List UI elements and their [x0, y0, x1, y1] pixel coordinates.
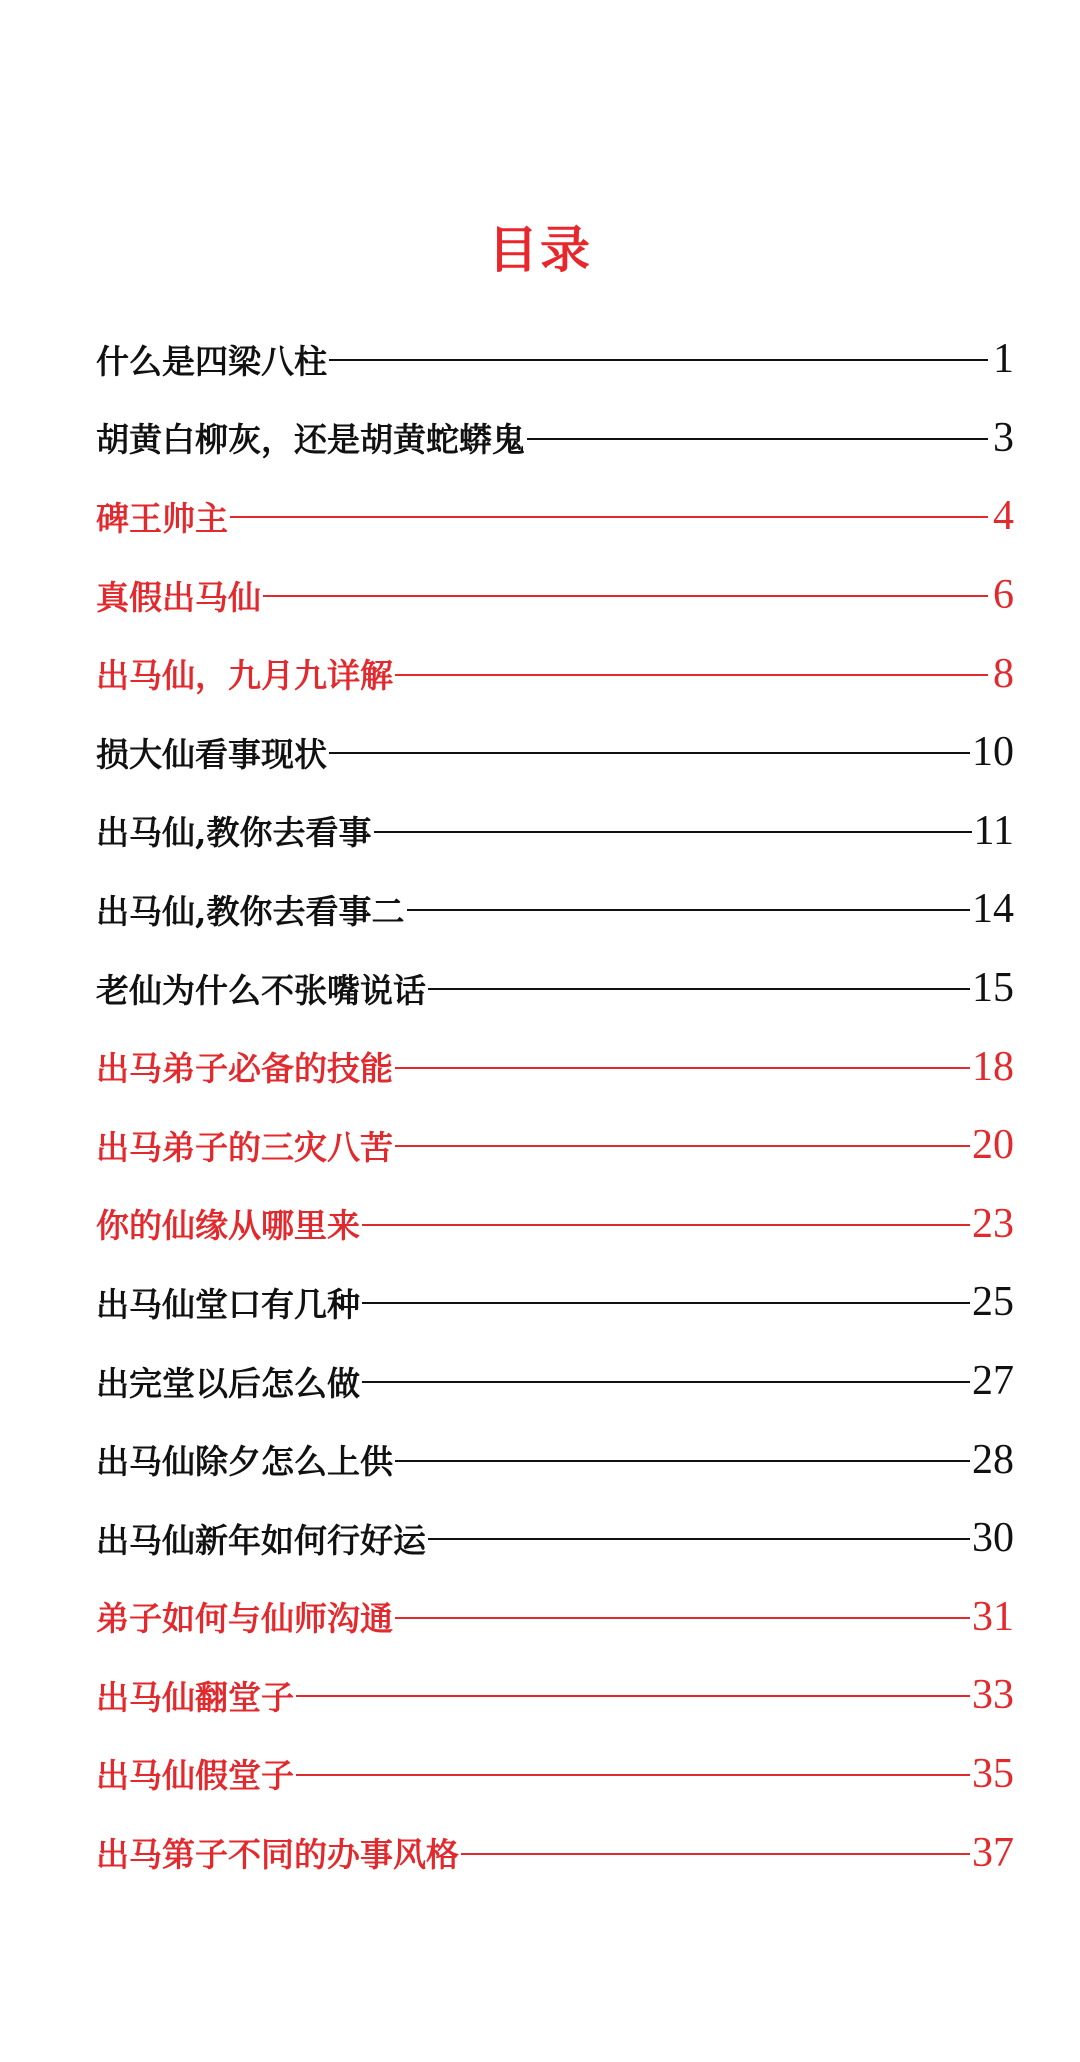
toc-entry-label: 出马仙，九月九详解	[96, 656, 393, 696]
toc-entry	[96, 713, 1014, 792]
toc-entry-page-number: 25	[972, 1279, 1014, 1326]
toc-entry-page-number: 6	[993, 572, 1014, 619]
toc-entry	[96, 1656, 1014, 1735]
toc-entry-page-number: 10	[972, 729, 1014, 776]
toc-entry-label: 老仙为什么不张嘴说话	[96, 970, 426, 1010]
toc-entry-label: 出马仙除夕怎么上供	[96, 1442, 393, 1482]
toc-entry-page-number: 18	[972, 1043, 1014, 1090]
toc-leader-line	[230, 516, 988, 518]
toc-entry-page-number: 3	[993, 414, 1014, 461]
toc-entry-page-number: 8	[993, 650, 1014, 697]
toc-leader-line	[461, 1853, 970, 1855]
toc-entry-page-number: 23	[972, 1200, 1014, 1247]
toc-list	[96, 320, 1014, 1892]
toc-entry	[96, 1499, 1014, 1578]
toc-entry-label: 弟子如何与仙师沟通	[96, 1599, 393, 1639]
toc-entry-label: 出马仙,教你去看事	[96, 813, 372, 853]
toc-leader-line	[395, 1617, 970, 1619]
toc-entry-label: 出马仙假堂子	[96, 1756, 294, 1796]
toc-entry	[96, 556, 1014, 635]
toc-leader-line	[395, 674, 988, 676]
toc-entry	[96, 1027, 1014, 1106]
toc-leader-line	[395, 1145, 970, 1147]
toc-entry	[96, 870, 1014, 949]
toc-leader-line	[329, 359, 988, 361]
toc-leader-line	[263, 595, 988, 597]
toc-entry	[96, 1185, 1014, 1264]
toc-leader-line	[395, 1067, 970, 1069]
toc-entry-page-number: 35	[972, 1750, 1014, 1797]
toc-entry-page-number: 28	[972, 1436, 1014, 1483]
toc-entry-page-number: 27	[972, 1358, 1014, 1405]
toc-entry	[96, 1342, 1014, 1421]
toc-entry-page-number: 14	[972, 886, 1014, 933]
toc-title: 目录	[488, 220, 592, 279]
toc-entry-label: 损大仙看事现状	[96, 734, 327, 774]
toc-entry-label: 出马仙,教你去看事二	[96, 891, 405, 931]
toc-entry	[96, 792, 1014, 871]
toc-entry-page-number: 15	[972, 965, 1014, 1012]
toc-leader-line	[296, 1695, 970, 1697]
toc-entry-label: 真假出马仙	[96, 577, 261, 617]
toc-entry-label: 出马弟子的三灾八苦	[96, 1127, 393, 1167]
toc-entry	[96, 477, 1014, 556]
toc-entry-page-number: 30	[972, 1515, 1014, 1562]
toc-entry-page-number: 33	[972, 1672, 1014, 1719]
toc-leader-line	[296, 1774, 970, 1776]
toc-entry	[96, 399, 1014, 478]
toc-entry-label: 出马第子不同的办事风格	[96, 1835, 459, 1875]
toc-entry-page-number: 37	[972, 1829, 1014, 1876]
toc-entry-label: 出马仙翻堂子	[96, 1677, 294, 1717]
toc-leader-line	[395, 1460, 970, 1462]
toc-entry-page-number: 4	[993, 493, 1014, 540]
toc-leader-line	[407, 909, 971, 911]
toc-entry	[96, 634, 1014, 713]
toc-entry-label: 出完堂以后怎么做	[96, 1363, 360, 1403]
toc-entry	[96, 1813, 1014, 1892]
toc-entry-label: 胡黄白柳灰，还是胡黄蛇蟒鬼	[96, 420, 525, 460]
toc-entry-page-number: 11	[973, 807, 1014, 854]
toc-leader-line	[527, 438, 988, 440]
toc-entry-label: 碑王帅主	[96, 498, 228, 538]
toc-entry	[96, 1420, 1014, 1499]
toc-leader-line	[362, 1302, 970, 1304]
toc-leader-line	[428, 1538, 970, 1540]
toc-leader-line	[362, 1381, 970, 1383]
toc-entry-label: 出马仙新年如何行好运	[96, 1520, 426, 1560]
toc-leader-line	[374, 831, 972, 833]
toc-entry-label: 出马仙堂口有几种	[96, 1284, 360, 1324]
toc-leader-line	[362, 1224, 970, 1226]
toc-entry	[96, 1735, 1014, 1814]
toc-entry	[96, 320, 1014, 399]
toc-entry	[96, 949, 1014, 1028]
toc-entry	[96, 1578, 1014, 1657]
toc-entry-label: 出马弟子必备的技能	[96, 1049, 393, 1089]
toc-leader-line	[329, 752, 970, 754]
toc-entry	[96, 1263, 1014, 1342]
toc-entry-page-number: 31	[972, 1593, 1014, 1640]
toc-entry-label: 什么是四梁八柱	[96, 341, 327, 381]
toc-leader-line	[428, 988, 970, 990]
toc-entry-label: 你的仙缘从哪里来	[96, 1206, 360, 1246]
toc-entry-page-number: 20	[972, 1122, 1014, 1169]
toc-entry	[96, 1106, 1014, 1185]
toc-entry-page-number: 1	[993, 336, 1014, 383]
